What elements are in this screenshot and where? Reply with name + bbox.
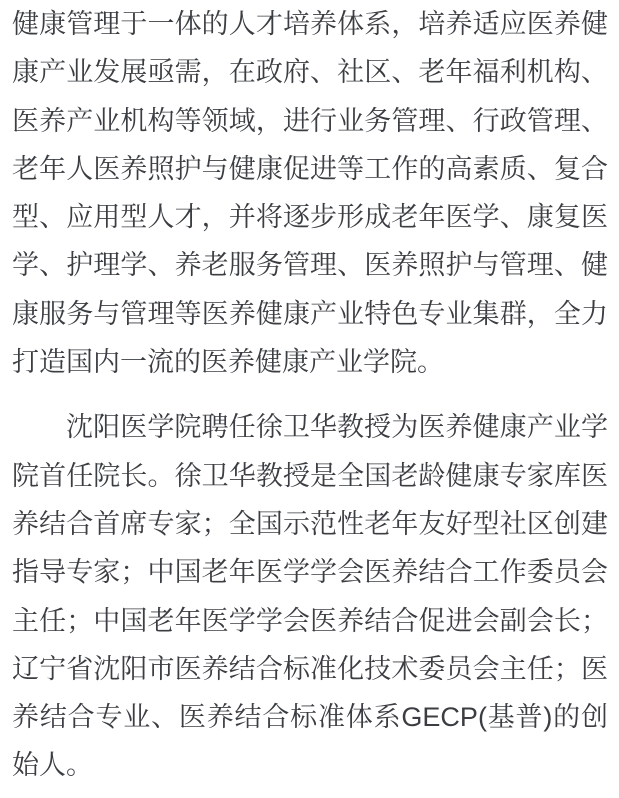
paragraph-training-system: 健康管理于一体的人才培养体系，培养适应医养健康产业发展亟需，在政府、社区、老年福利机构、医养产业机构等领域，进行业务管理、行政管理、老年人医养照护与健康促进等工作的高素质、复合型、应用型人才，并将逐步形成老年医学、康复医学、护理学、养老服务管理、医养照护与管理、健康服务与管理等医养健康产业特色专业集群，全力打造国内一流的医养健康产业学院。 [12, 9, 608, 378]
paragraph-dean-appointment: 沈阳医学院聘任徐卫华教授为医养健康产业学院首任院长。徐卫华教授是全国老龄健康专家库医养结合首席专家；全国示范性老年友好型社区创建指导专家；中国老年医学学会医养结合工作委员会主任；中国老年医学学会医养结合促进会副会长；辽宁省沈阳市医养结合标准化技术委员会主任；医养结合专业、医养结合标准体系GECP(基普)的创始人。 [12, 412, 608, 781]
